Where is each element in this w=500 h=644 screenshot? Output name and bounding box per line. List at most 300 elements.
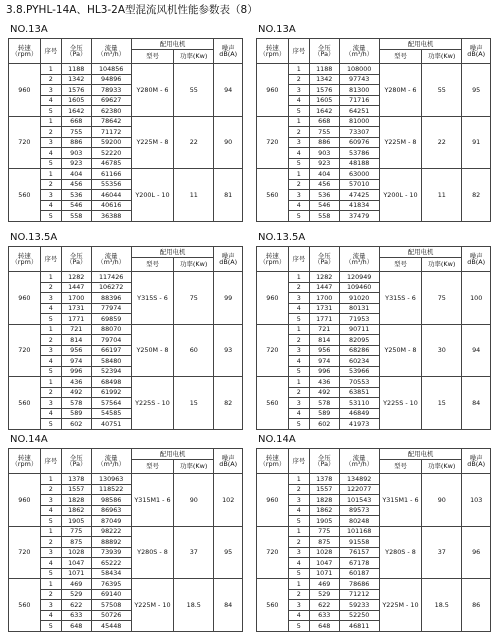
model-header: 型号 xyxy=(131,50,173,64)
noise-cell: 86 xyxy=(462,579,491,632)
flow-cell: 98222 xyxy=(91,526,131,537)
pressure-cell: 602 xyxy=(309,419,339,430)
flow-cell: 80248 xyxy=(339,516,379,527)
motor-model-cell: Y250M - 8 xyxy=(379,324,421,377)
power-header: 功率(Kw) xyxy=(422,50,462,64)
seq-cell: 3 xyxy=(288,600,309,611)
pressure-cell: 1071 xyxy=(309,568,339,579)
pressure-cell: 775 xyxy=(61,526,91,537)
pressure-cell: 456 xyxy=(309,179,339,190)
speed-cell: 560 xyxy=(257,169,289,222)
flow-cell: 61166 xyxy=(91,169,131,180)
pressure-cell: 814 xyxy=(309,335,339,346)
flow-cell: 77974 xyxy=(91,303,131,314)
pressure-cell: 923 xyxy=(61,158,91,169)
pressure-cell: 1576 xyxy=(309,85,339,96)
seq-cell: 2 xyxy=(288,74,309,85)
flow-cell: 78933 xyxy=(91,85,131,96)
flow-cell: 69140 xyxy=(91,589,131,600)
motor-header: 配用电机 xyxy=(131,39,214,50)
seq-cell: 2 xyxy=(288,127,309,138)
seq-cell: 3 xyxy=(40,293,61,304)
noise-cell: 99 xyxy=(214,272,243,325)
seq-cell: 4 xyxy=(40,505,61,516)
motor-power-cell: 11 xyxy=(174,169,214,222)
flow-cell: 89573 xyxy=(339,505,379,516)
noise-header xyxy=(462,39,491,64)
speed-cell: 960 xyxy=(9,474,41,527)
seq-cell: 3 xyxy=(40,85,61,96)
pressure-cell: 1905 xyxy=(309,516,339,527)
pressure-header-line1: 全压 xyxy=(317,251,331,260)
motor-model-cell: Y225M - 8 xyxy=(131,116,173,169)
pressure-header-line2: （Pa） xyxy=(66,258,87,266)
pressure-header xyxy=(309,449,339,474)
noise-header-line2: dB(A) xyxy=(219,460,238,468)
seq-cell: 3 xyxy=(288,547,309,558)
noise-cell: 100 xyxy=(462,272,491,325)
flow-cell: 41834 xyxy=(339,200,379,211)
power-header: 功率(Kw) xyxy=(422,258,462,272)
pressure-cell: 1282 xyxy=(61,272,91,283)
speed-cell: 720 xyxy=(9,324,41,377)
flow-cell: 53966 xyxy=(339,366,379,377)
pressure-header-line2: （Pa） xyxy=(66,50,87,58)
pressure-cell: 1047 xyxy=(309,558,339,569)
pressure-cell: 529 xyxy=(309,589,339,600)
speed-header-line1: 转速 xyxy=(17,43,31,52)
seq-cell: 2 xyxy=(40,179,61,190)
flow-cell: 69859 xyxy=(91,314,131,325)
seq-cell: 3 xyxy=(40,600,61,611)
flow-cell: 60187 xyxy=(339,568,379,579)
speed-header-line2: （rpm） xyxy=(11,50,38,58)
pressure-cell: 1188 xyxy=(309,64,339,75)
power-header: 功率(Kw) xyxy=(174,460,214,474)
pressure-cell: 1447 xyxy=(61,282,91,293)
pressure-cell: 1862 xyxy=(309,505,339,516)
pressure-cell: 1828 xyxy=(309,495,339,506)
performance-table xyxy=(256,246,491,430)
flow-header xyxy=(339,39,379,64)
seq-cell: 5 xyxy=(288,106,309,117)
speed-cell: 560 xyxy=(257,377,289,430)
pressure-cell: 1028 xyxy=(61,547,91,558)
speed-header-line1: 转速 xyxy=(17,453,31,462)
flow-cell: 66197 xyxy=(91,345,131,356)
pressure-header xyxy=(309,247,339,272)
flow-cell: 108000 xyxy=(339,64,379,75)
motor-model-cell: Y225M - 10 xyxy=(379,579,421,632)
table-row xyxy=(257,169,491,180)
flow-cell: 52250 xyxy=(339,610,379,621)
motor-power-cell: 90 xyxy=(174,474,214,527)
flow-cell: 36388 xyxy=(91,211,131,222)
pressure-cell: 648 xyxy=(61,621,91,632)
flow-header-line2: （m³/h） xyxy=(97,258,126,266)
pressure-cell: 1282 xyxy=(309,272,339,283)
pressure-cell: 536 xyxy=(309,190,339,201)
pressure-cell: 875 xyxy=(61,537,91,548)
flow-cell: 64251 xyxy=(339,106,379,117)
model-header: 型号 xyxy=(379,460,421,474)
motor-power-cell: 11 xyxy=(422,169,462,222)
table-row xyxy=(9,324,243,335)
pressure-header-line1: 全压 xyxy=(317,453,331,462)
seq-cell: 4 xyxy=(288,505,309,516)
speed-cell: 560 xyxy=(9,377,41,430)
pressure-cell: 923 xyxy=(309,158,339,169)
table-label: NO.13.5A xyxy=(258,232,306,243)
pressure-cell: 668 xyxy=(61,116,91,127)
noise-cell: 103 xyxy=(462,474,491,527)
pressure-cell: 492 xyxy=(61,387,91,398)
pressure-cell: 1071 xyxy=(61,568,91,579)
flow-cell: 45448 xyxy=(91,621,131,632)
seq-cell: 2 xyxy=(288,387,309,398)
table-row xyxy=(9,64,243,75)
seq-cell: 5 xyxy=(288,158,309,169)
performance-table xyxy=(8,448,243,632)
speed-cell: 960 xyxy=(9,272,41,325)
noise-cell: 82 xyxy=(462,169,491,222)
pressure-cell: 558 xyxy=(309,211,339,222)
flow-cell: 130963 xyxy=(91,474,131,485)
pressure-header-line1: 全压 xyxy=(69,251,83,260)
motor-model-cell: Y315M1 - 6 xyxy=(131,474,173,527)
seq-cell: 5 xyxy=(40,211,61,222)
pressure-header-line2: （Pa） xyxy=(314,258,335,266)
motor-power-cell: 55 xyxy=(422,64,462,117)
pressure-cell: 1342 xyxy=(309,74,339,85)
pressure-header xyxy=(61,247,91,272)
flow-cell: 87049 xyxy=(91,516,131,527)
motor-model-cell: Y280S - 8 xyxy=(131,526,173,579)
seq-cell: 2 xyxy=(40,282,61,293)
pressure-cell: 546 xyxy=(61,200,91,211)
flow-cell: 53786 xyxy=(339,148,379,159)
pressure-cell: 1047 xyxy=(61,558,91,569)
flow-header xyxy=(339,449,379,474)
seq-cell: 5 xyxy=(288,516,309,527)
noise-cell: 102 xyxy=(214,474,243,527)
seq-cell: 5 xyxy=(40,419,61,430)
motor-power-cell: 22 xyxy=(422,116,462,169)
motor-model-cell: Y315S - 6 xyxy=(379,272,421,325)
flow-cell: 67178 xyxy=(339,558,379,569)
pressure-cell: 886 xyxy=(309,137,339,148)
speed-header-line1: 转速 xyxy=(265,251,279,260)
flow-cell: 88070 xyxy=(91,324,131,335)
table-row xyxy=(9,169,243,180)
flow-cell: 94896 xyxy=(91,74,131,85)
table-row xyxy=(257,579,491,590)
flow-cell: 41973 xyxy=(339,419,379,430)
pressure-cell: 1028 xyxy=(309,547,339,558)
seq-header: 序号 xyxy=(288,39,309,64)
pressure-header-line1: 全压 xyxy=(317,43,331,52)
pressure-header-line1: 全压 xyxy=(69,453,83,462)
seq-cell: 4 xyxy=(288,558,309,569)
flow-cell: 122077 xyxy=(339,484,379,495)
seq-cell: 5 xyxy=(40,366,61,377)
motor-model-cell: Y315M1 - 6 xyxy=(379,474,421,527)
pressure-header-line2: （Pa） xyxy=(314,460,335,468)
table-row xyxy=(9,272,243,283)
noise-header-line2: dB(A) xyxy=(467,50,486,58)
noise-header-line2: dB(A) xyxy=(219,50,238,58)
flow-cell: 57564 xyxy=(91,398,131,409)
noise-cell: 91 xyxy=(462,116,491,169)
noise-header xyxy=(214,39,243,64)
pressure-cell: 996 xyxy=(61,366,91,377)
flow-cell: 54585 xyxy=(91,408,131,419)
pressure-cell: 903 xyxy=(61,148,91,159)
speed-header-line1: 转速 xyxy=(17,251,31,260)
flow-cell: 97743 xyxy=(339,74,379,85)
pressure-header-line2: （Pa） xyxy=(314,50,335,58)
seq-cell: 2 xyxy=(288,537,309,548)
motor-model-cell: Y200L - 10 xyxy=(379,169,421,222)
performance-table xyxy=(8,38,243,222)
seq-cell: 3 xyxy=(40,190,61,201)
performance-table xyxy=(8,246,243,430)
flow-cell: 59200 xyxy=(91,137,131,148)
pressure-cell: 1342 xyxy=(61,74,91,85)
flow-cell: 71716 xyxy=(339,95,379,106)
noise-cell: 96 xyxy=(462,526,491,579)
table-label: NO.13A xyxy=(10,24,48,35)
motor-power-cell: 37 xyxy=(422,526,462,579)
table-label: NO.13.5A xyxy=(10,232,58,243)
noise-cell: 82 xyxy=(214,377,243,430)
noise-header-line1: 噪声 xyxy=(469,251,483,260)
flow-cell: 78642 xyxy=(91,116,131,127)
speed-header xyxy=(257,449,289,474)
flow-cell: 58434 xyxy=(91,568,131,579)
flow-cell: 76157 xyxy=(339,547,379,558)
table-row xyxy=(257,272,491,283)
pressure-cell: 622 xyxy=(61,600,91,611)
flow-cell: 60976 xyxy=(339,137,379,148)
flow-cell: 65222 xyxy=(91,558,131,569)
flow-cell: 104856 xyxy=(91,64,131,75)
pressure-cell: 974 xyxy=(61,356,91,367)
noise-cell: 95 xyxy=(462,64,491,117)
seq-cell: 4 xyxy=(40,558,61,569)
seq-cell: 5 xyxy=(40,106,61,117)
flow-cell: 98586 xyxy=(91,495,131,506)
seq-cell: 3 xyxy=(288,398,309,409)
pressure-cell: 622 xyxy=(309,600,339,611)
seq-cell: 1 xyxy=(40,377,61,388)
motor-power-cell: 30 xyxy=(422,324,462,377)
table-row xyxy=(9,474,243,485)
speed-cell: 960 xyxy=(257,64,289,117)
flow-header-line2: （m³/h） xyxy=(345,460,374,468)
flow-cell: 62380 xyxy=(91,106,131,117)
motor-power-cell: 18.5 xyxy=(422,579,462,632)
pressure-cell: 602 xyxy=(61,419,91,430)
table-label: NO.13A xyxy=(258,24,296,35)
pressure-cell: 1605 xyxy=(309,95,339,106)
seq-cell: 5 xyxy=(288,568,309,579)
pressure-cell: 1576 xyxy=(61,85,91,96)
motor-header: 配用电机 xyxy=(379,247,462,258)
pressure-cell: 1700 xyxy=(309,293,339,304)
speed-cell: 560 xyxy=(9,169,41,222)
pressure-cell: 974 xyxy=(309,356,339,367)
seq-cell: 3 xyxy=(40,398,61,409)
flow-header-line2: （m³/h） xyxy=(345,258,374,266)
seq-cell: 5 xyxy=(40,158,61,169)
pressure-cell: 456 xyxy=(61,179,91,190)
flow-cell: 134892 xyxy=(339,474,379,485)
flow-cell: 88892 xyxy=(91,537,131,548)
seq-cell: 3 xyxy=(288,137,309,148)
flow-cell: 91020 xyxy=(339,293,379,304)
seq-cell: 1 xyxy=(288,324,309,335)
speed-cell: 960 xyxy=(257,272,289,325)
seq-cell: 2 xyxy=(288,179,309,190)
noise-header xyxy=(214,449,243,474)
speed-cell: 960 xyxy=(9,64,41,117)
table-label: NO.14A xyxy=(10,434,48,445)
pressure-cell: 404 xyxy=(309,169,339,180)
seq-cell: 5 xyxy=(288,211,309,222)
pressure-header xyxy=(61,449,91,474)
pressure-cell: 648 xyxy=(309,621,339,632)
flow-cell: 57010 xyxy=(339,179,379,190)
seq-cell: 3 xyxy=(288,495,309,506)
flow-header xyxy=(91,247,131,272)
flow-cell: 52394 xyxy=(91,366,131,377)
pressure-cell: 775 xyxy=(309,526,339,537)
pressure-cell: 404 xyxy=(61,169,91,180)
seq-cell: 1 xyxy=(40,169,61,180)
flow-header-line1: 流量 xyxy=(104,43,118,52)
flow-cell: 117426 xyxy=(91,272,131,283)
seq-cell: 1 xyxy=(40,272,61,283)
pressure-cell: 814 xyxy=(61,335,91,346)
seq-cell: 5 xyxy=(40,621,61,632)
seq-cell: 1 xyxy=(288,64,309,75)
pressure-cell: 578 xyxy=(309,398,339,409)
flow-cell: 60234 xyxy=(339,356,379,367)
flow-header-line1: 流量 xyxy=(352,251,366,260)
power-header: 功率(Kw) xyxy=(422,460,462,474)
pressure-cell: 755 xyxy=(309,127,339,138)
noise-header xyxy=(214,247,243,272)
motor-model-cell: Y225M - 10 xyxy=(131,579,173,632)
flow-cell: 53110 xyxy=(339,398,379,409)
flow-cell: 68286 xyxy=(339,345,379,356)
table-row xyxy=(257,474,491,485)
flow-cell: 73307 xyxy=(339,127,379,138)
flow-cell: 101168 xyxy=(339,526,379,537)
flow-cell: 79704 xyxy=(91,335,131,346)
pressure-cell: 558 xyxy=(61,211,91,222)
table-row xyxy=(257,64,491,75)
flow-cell: 73939 xyxy=(91,547,131,558)
seq-cell: 1 xyxy=(40,116,61,127)
seq-cell: 4 xyxy=(288,408,309,419)
flow-cell: 71212 xyxy=(339,589,379,600)
pressure-cell: 755 xyxy=(61,127,91,138)
speed-cell: 560 xyxy=(9,579,41,632)
seq-cell: 4 xyxy=(288,148,309,159)
motor-power-cell: 75 xyxy=(422,272,462,325)
pressure-cell: 721 xyxy=(309,324,339,335)
pressure-cell: 1731 xyxy=(61,303,91,314)
seq-cell: 5 xyxy=(288,621,309,632)
seq-cell: 3 xyxy=(288,190,309,201)
flow-header xyxy=(91,39,131,64)
pressure-cell: 1771 xyxy=(61,314,91,325)
motor-power-cell: 90 xyxy=(422,474,462,527)
flow-cell: 101543 xyxy=(339,495,379,506)
noise-header-line2: dB(A) xyxy=(467,460,486,468)
seq-cell: 1 xyxy=(288,116,309,127)
noise-header-line2: dB(A) xyxy=(467,258,486,266)
seq-cell: 2 xyxy=(288,484,309,495)
seq-cell: 4 xyxy=(288,95,309,106)
flow-cell: 46811 xyxy=(339,621,379,632)
noise-cell: 84 xyxy=(214,579,243,632)
flow-cell: 90711 xyxy=(339,324,379,335)
noise-header-line2: dB(A) xyxy=(219,258,238,266)
seq-cell: 5 xyxy=(40,568,61,579)
flow-header xyxy=(91,449,131,474)
pressure-cell: 1188 xyxy=(61,64,91,75)
seq-cell: 4 xyxy=(40,356,61,367)
pressure-cell: 721 xyxy=(61,324,91,335)
seq-cell: 4 xyxy=(40,148,61,159)
seq-cell: 3 xyxy=(40,345,61,356)
pressure-cell: 546 xyxy=(309,200,339,211)
flow-cell: 86963 xyxy=(91,505,131,516)
seq-cell: 1 xyxy=(40,64,61,75)
seq-header: 序号 xyxy=(288,247,309,272)
motor-power-cell: 22 xyxy=(174,116,214,169)
motor-power-cell: 55 xyxy=(174,64,214,117)
speed-cell: 720 xyxy=(9,116,41,169)
flow-cell: 81300 xyxy=(339,85,379,96)
speed-header-line1: 转速 xyxy=(265,43,279,52)
noise-header-line1: 噪声 xyxy=(469,43,483,52)
flow-cell: 82095 xyxy=(339,335,379,346)
document-title: 3.8.PYHL-14A、HL3-2A型混流风机性能参数表（8） xyxy=(6,4,258,16)
motor-power-cell: 15 xyxy=(422,377,462,430)
performance-table xyxy=(256,448,491,632)
speed-cell: 720 xyxy=(257,324,289,377)
seq-cell: 3 xyxy=(40,495,61,506)
motor-model-cell: Y225S - 10 xyxy=(131,377,173,430)
speed-header xyxy=(257,39,289,64)
noise-cell: 90 xyxy=(214,116,243,169)
table-row xyxy=(257,324,491,335)
seq-cell: 4 xyxy=(40,200,61,211)
flow-header-line1: 流量 xyxy=(352,43,366,52)
pressure-cell: 1828 xyxy=(61,495,91,506)
power-header: 功率(Kw) xyxy=(174,50,214,64)
pressure-cell: 578 xyxy=(61,398,91,409)
pressure-cell: 1642 xyxy=(61,106,91,117)
speed-header-line2: （rpm） xyxy=(259,50,286,58)
seq-cell: 1 xyxy=(288,526,309,537)
table-row xyxy=(9,377,243,388)
flow-cell: 57508 xyxy=(91,600,131,611)
